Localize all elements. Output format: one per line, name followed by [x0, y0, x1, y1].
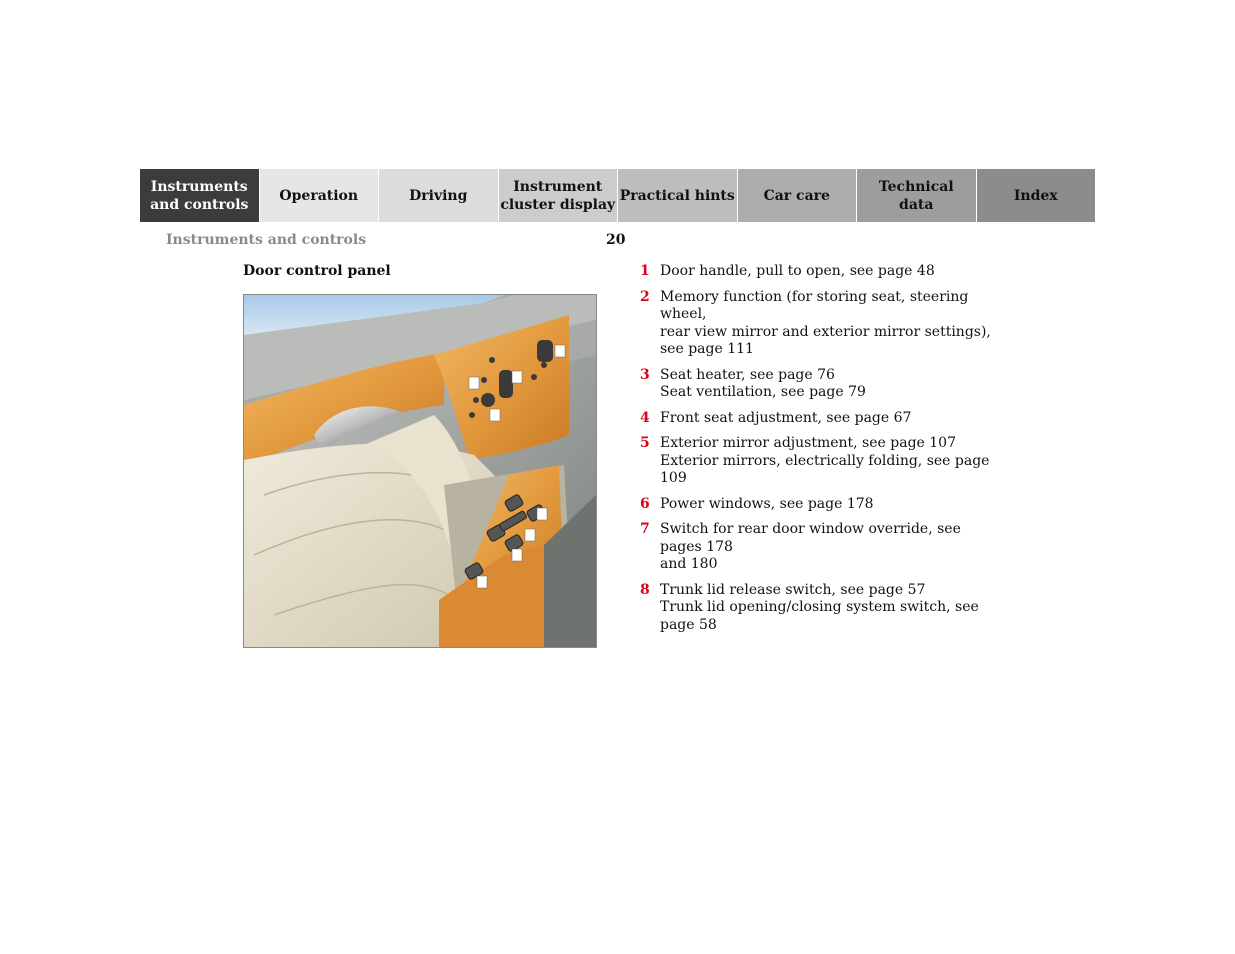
item-number: 7	[640, 521, 650, 537]
list-item	[640, 289, 1000, 359]
chapter-tabs	[140, 169, 1095, 222]
item-text: Power windows, see page 178	[660, 495, 874, 512]
tab-3[interactable]: Instrument cluster display	[499, 169, 618, 222]
item-number: 3	[640, 366, 650, 383]
tab-6[interactable]: Technical data	[857, 169, 976, 222]
tab-0[interactable]: Instruments and controls	[140, 169, 259, 222]
list-item	[640, 582, 1000, 635]
tab-2[interactable]: Driving	[379, 169, 498, 222]
tab-5[interactable]: Car care	[738, 169, 857, 222]
item-number: 6	[640, 495, 650, 512]
list-item	[640, 496, 1000, 514]
item-text: Exterior mirror adjustment, see page 107 Exterior mirrors, electrically folding, see page 109	[660, 435, 990, 486]
page-number: 20	[606, 232, 626, 248]
item-number: 2	[640, 288, 650, 305]
item-text: Memory function (for storing seat, steering wheel, rear view mirror and exterior mirror settings), see page 111	[660, 288, 991, 357]
item-number: 1	[640, 263, 650, 279]
callout-list	[640, 263, 1000, 642]
item-text: Switch for rear door window override, see pages 178 and 180	[660, 521, 961, 572]
item-number: 4	[640, 409, 650, 426]
list-item	[640, 521, 1000, 574]
section-title: Instruments and controls	[166, 232, 367, 248]
door-panel-drawing	[244, 295, 596, 647]
door-panel-illustration	[243, 294, 597, 648]
tab-7[interactable]: Index	[977, 169, 1096, 222]
list-item	[640, 367, 1000, 402]
tab-4[interactable]: Practical hints	[618, 169, 737, 222]
list-item	[640, 435, 1000, 488]
item-text: Door handle, pull to open, see page 48	[660, 263, 935, 279]
list-item	[640, 263, 1000, 281]
tab-1[interactable]: Operation	[260, 169, 379, 222]
list-item	[640, 410, 1000, 428]
item-text: Trunk lid release switch, see page 57 Trunk lid opening/closing system switch, see page 58	[660, 581, 979, 633]
item-number: 8	[640, 581, 650, 598]
page-heading: Door control panel	[243, 263, 391, 279]
item-text: Front seat adjustment, see page 67	[660, 409, 912, 426]
item-number: 5	[640, 435, 650, 451]
item-text: Seat heater, see page 76 Seat ventilation, see page 79	[660, 366, 866, 400]
